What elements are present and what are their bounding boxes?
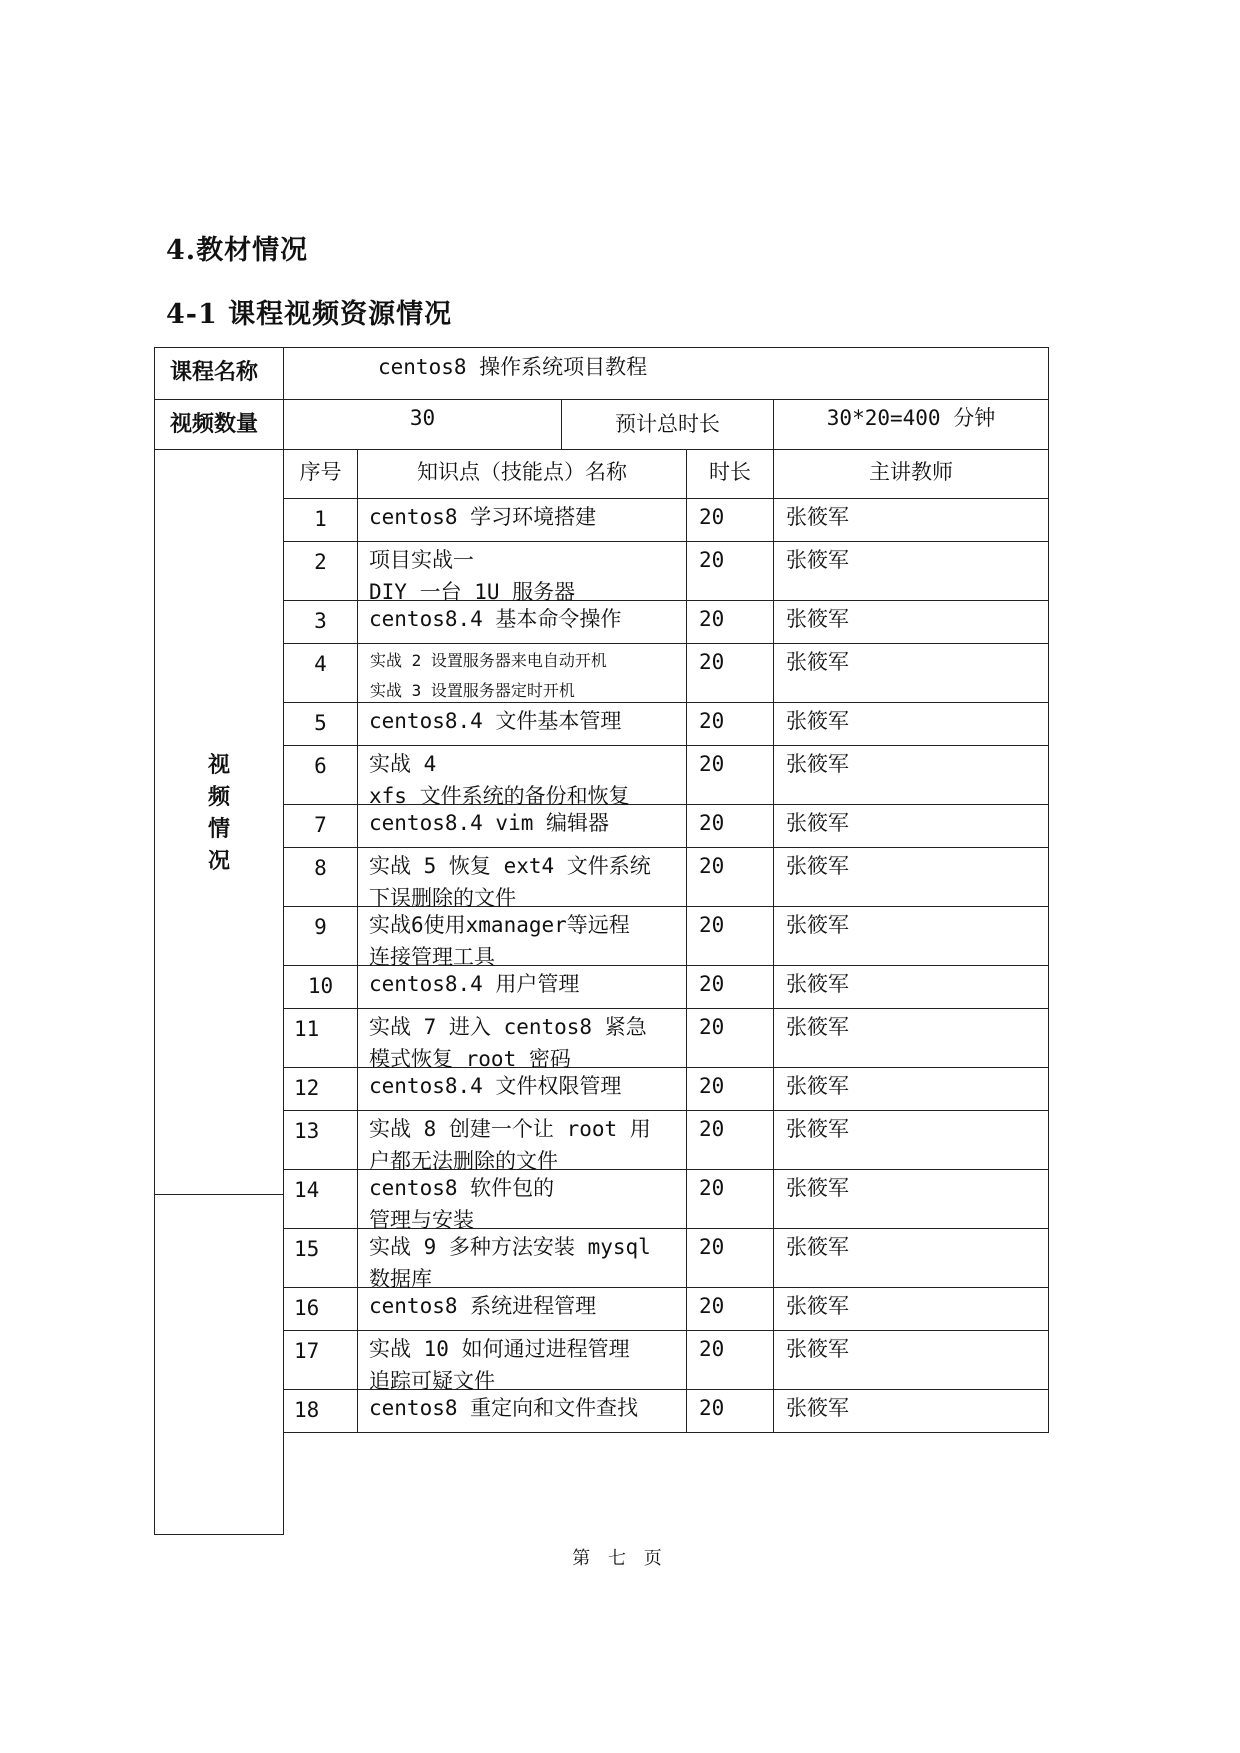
row-teacher: 张筱军 <box>774 746 1049 805</box>
row-no: 12 <box>284 1068 358 1111</box>
row-teacher: 张筱军 <box>774 966 1049 1009</box>
video-section-label-cell <box>154 450 284 1195</box>
row-teacher: 张筱军 <box>774 499 1049 542</box>
row-name: 实战 5 恢复 ext4 文件系统 下误删除的文件 <box>358 848 687 907</box>
row-no: 8 <box>284 848 358 907</box>
row-name: centos8.4 文件权限管理 <box>358 1068 687 1111</box>
total-duration-value: 30*20=400 分钟 <box>774 400 1049 450</box>
row-duration: 20 <box>687 746 774 805</box>
row-no: 16 <box>284 1288 358 1331</box>
row-duration: 20 <box>687 966 774 1009</box>
row-teacher: 张筱军 <box>774 1229 1049 1288</box>
row-teacher: 张筱军 <box>774 601 1049 644</box>
row-teacher: 张筱军 <box>774 805 1049 848</box>
row-name: centos8 系统进程管理 <box>358 1288 687 1331</box>
row-duration: 20 <box>687 1331 774 1390</box>
row-no: 5 <box>284 703 358 746</box>
row-name: centos8.4 基本命令操作 <box>358 601 687 644</box>
row-name: centos8 学习环境搭建 <box>358 499 687 542</box>
row-duration: 20 <box>687 1009 774 1068</box>
total-duration-label: 预计总时长 <box>562 400 774 450</box>
video-section-continued-cell <box>154 1195 284 1535</box>
row-no: 9 <box>284 907 358 966</box>
row-teacher: 张筱军 <box>774 1068 1049 1111</box>
row-teacher: 张筱军 <box>774 1170 1049 1229</box>
row-teacher: 张筱军 <box>774 703 1049 746</box>
row-name: 实战 8 创建一个让 root 用 户都无法删除的文件 <box>358 1111 687 1170</box>
row-duration: 20 <box>687 1288 774 1331</box>
row-duration: 20 <box>687 1229 774 1288</box>
row-duration: 20 <box>687 805 774 848</box>
header-name: 知识点（技能点）名称 <box>358 450 687 499</box>
video-resource-table <box>154 347 1049 1535</box>
video-count-label: 视频数量 <box>154 400 284 450</box>
header-teacher: 主讲教师 <box>774 450 1049 499</box>
row-name: 实战 10 如何通过进程管理 追踪可疑文件 <box>358 1331 687 1390</box>
row-name: centos8.4 vim 编辑器 <box>358 805 687 848</box>
row-teacher: 张筱军 <box>774 542 1049 601</box>
row-no: 3 <box>284 601 358 644</box>
row-name: 实战6使用xmanager等远程 连接管理工具 <box>358 907 687 966</box>
row-name: 实战 4 xfs 文件系统的备份和恢复 <box>358 746 687 805</box>
row-teacher: 张筱军 <box>774 644 1049 703</box>
subsection-title: 4-1 课程视频资源情况 <box>166 299 453 330</box>
course-name-value: centos8 操作系统项目教程 <box>284 347 1049 400</box>
row-teacher: 张筱军 <box>774 1111 1049 1170</box>
page-footer: 第 七 页 <box>572 1548 668 1569</box>
row-name: 实战 2 设置服务器来电自动开机 实战 3 设置服务器定时开机 <box>358 644 687 703</box>
row-name: 项目实战一 DIY 一台 1U 服务器 <box>358 542 687 601</box>
row-no: 10 <box>284 966 358 1009</box>
row-name: centos8.4 文件基本管理 <box>358 703 687 746</box>
row-duration: 20 <box>687 703 774 746</box>
row-duration: 20 <box>687 1170 774 1229</box>
row-name: centos8 重定向和文件查找 <box>358 1390 687 1433</box>
row-duration: 20 <box>687 907 774 966</box>
row-teacher: 张筱军 <box>774 1009 1049 1068</box>
row-name: centos8.4 用户管理 <box>358 966 687 1009</box>
row-no: 17 <box>284 1331 358 1390</box>
header-no: 序号 <box>284 450 358 499</box>
row-duration: 20 <box>687 1111 774 1170</box>
course-name-label: 课程名称 <box>154 347 284 400</box>
row-duration: 20 <box>687 542 774 601</box>
row-no: 15 <box>284 1229 358 1288</box>
row-duration: 20 <box>687 1390 774 1433</box>
row-teacher: 张筱军 <box>774 848 1049 907</box>
section-title: 4.教材情况 <box>166 235 309 266</box>
row-duration: 20 <box>687 644 774 703</box>
row-teacher: 张筱军 <box>774 1288 1049 1331</box>
row-no: 4 <box>284 644 358 703</box>
row-duration: 20 <box>687 848 774 907</box>
row-teacher: 张筱军 <box>774 1331 1049 1390</box>
row-teacher: 张筱军 <box>774 907 1049 966</box>
row-duration: 20 <box>687 601 774 644</box>
row-no: 2 <box>284 542 358 601</box>
row-no: 11 <box>284 1009 358 1068</box>
video-section-label: 视 频 情 况 <box>207 753 230 874</box>
row-name: 实战 7 进入 centos8 紧急 模式恢复 root 密码 <box>358 1009 687 1068</box>
row-no: 14 <box>284 1170 358 1229</box>
header-duration: 时长 <box>687 450 774 499</box>
row-name: 实战 9 多种方法安装 mysql 数据库 <box>358 1229 687 1288</box>
row-no: 13 <box>284 1111 358 1170</box>
row-duration: 20 <box>687 499 774 542</box>
row-teacher: 张筱军 <box>774 1390 1049 1433</box>
video-count-value: 30 <box>284 400 562 450</box>
row-no: 1 <box>284 499 358 542</box>
row-no: 18 <box>284 1390 358 1433</box>
row-no: 7 <box>284 805 358 848</box>
row-name: centos8 软件包的 管理与安装 <box>358 1170 687 1229</box>
row-duration: 20 <box>687 1068 774 1111</box>
row-no: 6 <box>284 746 358 805</box>
